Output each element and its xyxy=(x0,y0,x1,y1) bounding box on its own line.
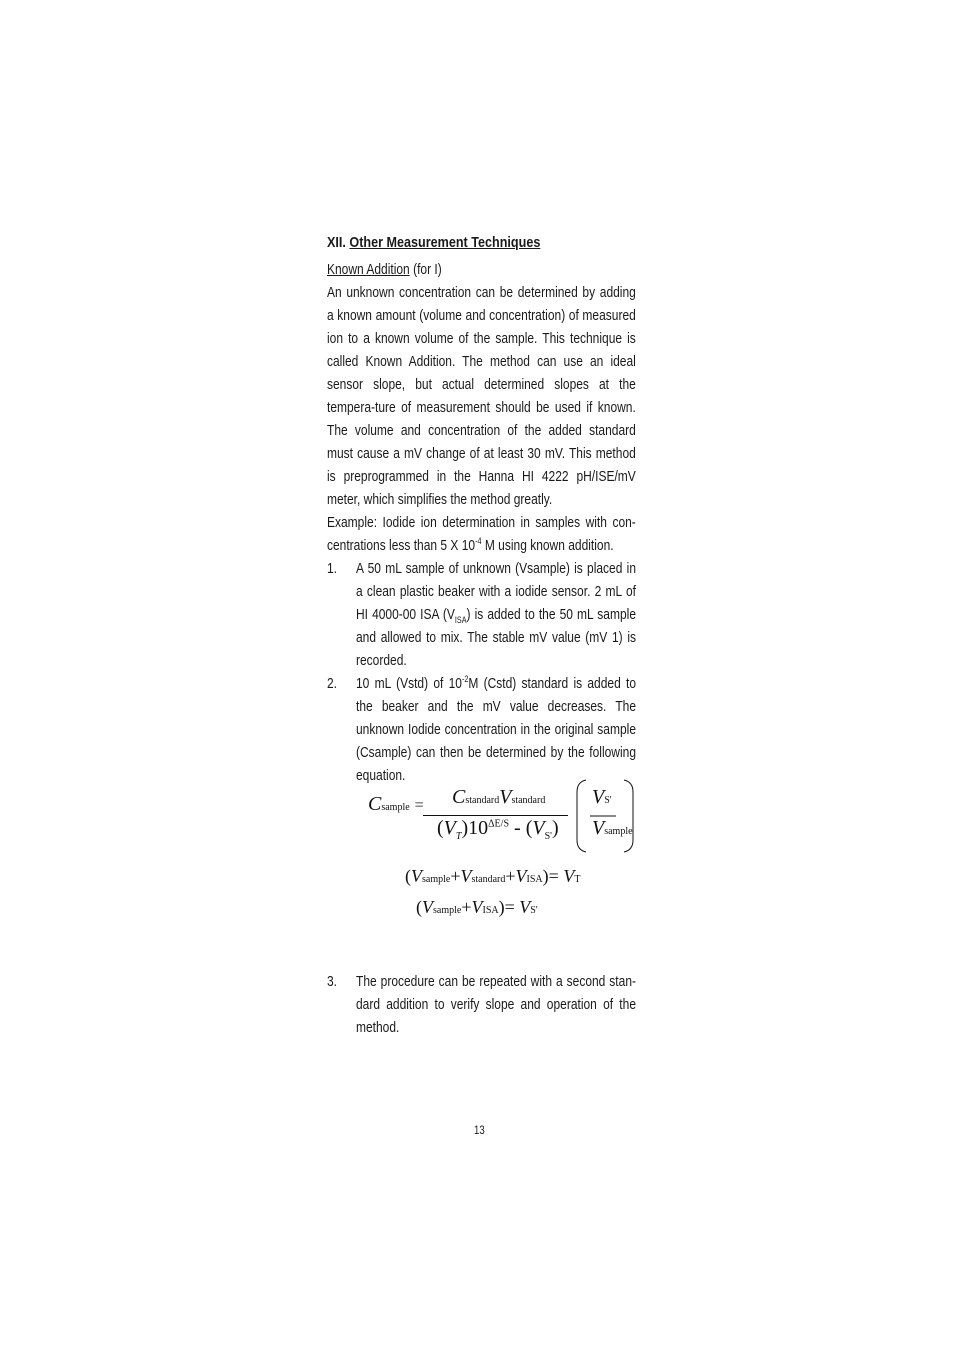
eq-vt-relation: (Vsample+Vstandard+VISA)= VT xyxy=(405,866,581,886)
eq-denominator: $(V_T)10^{\Delta E/S} - (V_{S'})$ xyxy=(437,817,559,842)
example-paragraph xyxy=(327,511,636,557)
step-number: 1. xyxy=(327,560,338,577)
example-exponent: -4 xyxy=(475,536,482,546)
example-text-before: Example: Iodide ion determination in samples with con-centrations less than 5 X 10 xyxy=(327,514,636,554)
eq-vs-relation: (Vsample+VISA)= VS' xyxy=(416,897,538,917)
step-3-block xyxy=(327,970,636,1039)
example-text-after: M using known addition. xyxy=(481,537,614,554)
step-number: 2. xyxy=(327,675,338,692)
steps-list xyxy=(327,557,637,784)
eq-bracket-numerator: VS' xyxy=(592,786,612,808)
step-text: The procedure can be repeated with a second stan-dard addition to verify slope and operation of the method. xyxy=(356,973,636,1036)
intro-paragraph: An unknown concentration can be determined by adding a known amount (volume and concentration) of measured ion to a known volume of the sample. This technique is called Known Addition. The method can use an ideal sensor slope, but actual determined slopes at the tempera-ture of measurement should be used if known. The volume and concentration of the added standard must cause a mV change of at least 30 mV. This method is preprogrammed in the Hanna HI 4222 pH/ISE/mV meter, which simplifies the method greatly. xyxy=(327,284,636,508)
fraction-bar xyxy=(423,815,568,816)
isa-subscript: ISA xyxy=(454,615,467,625)
section-number: XII. xyxy=(327,234,346,251)
step-number: 3. xyxy=(327,973,338,990)
section-title: Other Measurement Techniques xyxy=(349,234,541,251)
step-text: A 50 mL sample of unknown (Vsample) is placed in a clean plastic beaker with a iodide sensor. 2 mL of HI 4000-00 ISA $(V_{ISA})$ is added to the 50 mL sample and allowed to mix. The stable mV value (mV 1) is recorded. xyxy=(356,560,636,669)
list-item xyxy=(327,672,637,784)
page-number: 13 xyxy=(474,1123,485,1137)
eq-lhs: Csample = xyxy=(368,793,424,815)
concentration-superscript: -2 xyxy=(461,674,469,684)
eq-numerator: CstandardVstandard xyxy=(452,786,546,808)
eq-bracket-denominator: Vsample xyxy=(592,817,633,839)
subsection-note: (for I) xyxy=(413,261,442,278)
list-item xyxy=(327,557,636,672)
subsection-heading xyxy=(327,258,574,281)
subsection-title: Known Addition xyxy=(327,261,410,278)
section-heading xyxy=(327,232,587,254)
step-text: 10 mL (Vstd) of $10^{-2}M$ (Cstd) standard is added to the beaker and the mV value decreases. The unknown Iodide concentration in the original sample (Csample) can then be determined by the following equation. xyxy=(356,674,637,784)
document-page xyxy=(327,232,637,784)
list-item xyxy=(327,970,636,1039)
